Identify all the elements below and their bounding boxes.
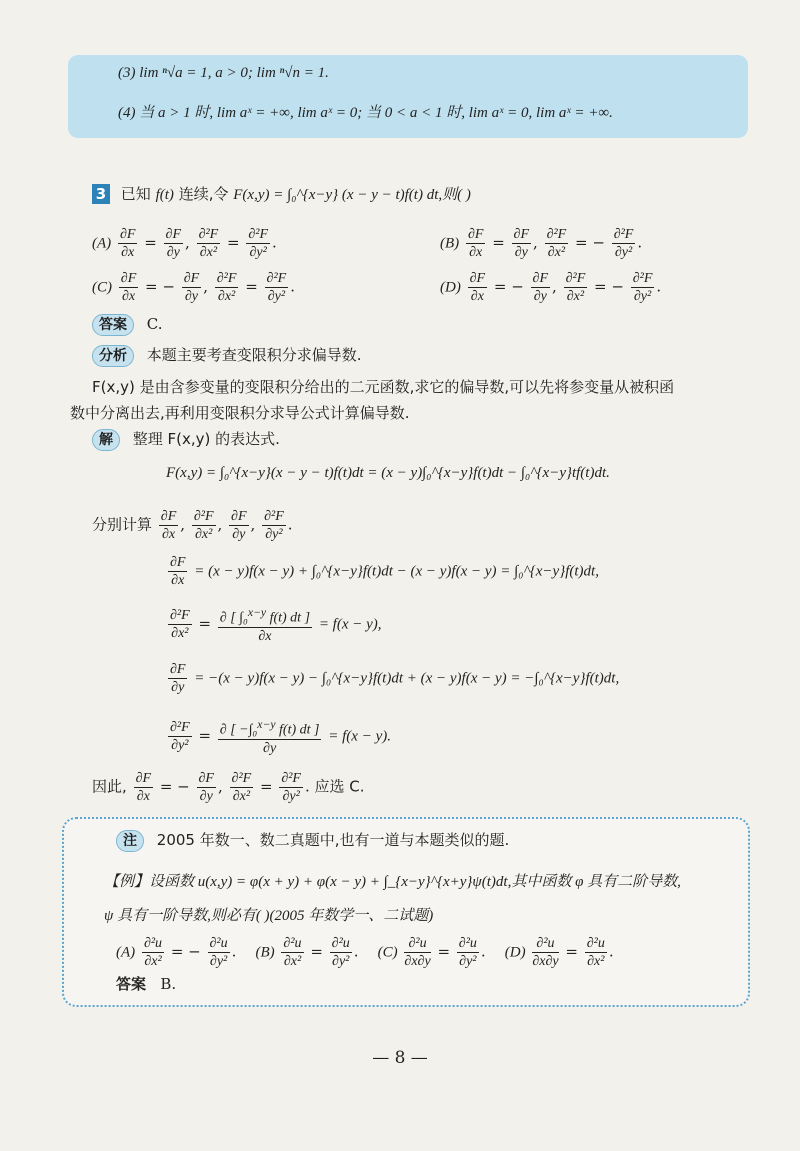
solution-eq5-row: $\frac{\text{∂²F}}{\text{∂y²}}$ = $\frac{\partial [ -\int_0^{x-y} f(t) dt ]}{\partial y}$ = f(x − y). — [170, 718, 391, 756]
analysis-tag: 分析 — [92, 345, 134, 367]
note-opt-a: (A) — [116, 944, 136, 961]
limit-item-3: (3) lim ⁿ√a = 1, a > 0; lim ⁿ√n = 1. — [118, 65, 329, 81]
analysis-line1: 本题主要考查变限积分求偏导数. — [146, 346, 362, 364]
solution-line2: 分别计算 — [92, 515, 153, 534]
conclusion-row: 因此, $\frac{\partial F}{\partial x}$ = − $\frac{\partial F}{\partial y}$ , $\frac{\text{∂²F}}{\text{∂x²}}$ = $\frac{\text{∂²F}}{\text{∂y²}}$ . 应选 C. — [92, 771, 365, 804]
note-answer-value: B. — [160, 975, 177, 993]
page-number: — 8 — — [372, 1048, 428, 1068]
note-opt-d: (D) — [504, 944, 526, 961]
note-line1: 2005 年数一、数二真题中,也有一道与本题类似的题. — [156, 831, 510, 849]
note-row — [116, 829, 509, 852]
option-b: (B) $\frac{\partial F}{\partial x}$ = $\frac{\partial F}{\partial y}$ , $\frac{\text{∂²F}}{\text{∂x²}}$ = − $\frac{\text{∂²F}}{\text{∂y²}}$ . — [440, 227, 643, 260]
solution-eq1: F(x,y) = ∫₀^{x−y}(x − y − t)f(t)dt = (x − y)∫₀^{x−y}f(t)dt − ∫₀^{x−y}tf(t)dt. — [166, 465, 610, 481]
note-answer — [116, 973, 176, 995]
solution-row — [92, 428, 280, 451]
analysis-row — [92, 344, 362, 367]
limits-summary-box — [68, 55, 748, 138]
note-opt-b: (B) — [255, 944, 275, 961]
analysis-line3: 数中分离出去,再利用变限积分求导公式计算偏导数. — [70, 404, 410, 422]
stem-text-a: 已知 — [120, 185, 151, 203]
answer-value: C. — [146, 315, 163, 333]
solution-eq4-row: $\frac{\partial F}{\partial y}$ = −(x − y)f(x − y) − ∫₀^{x−y}f(t)dt + (x − y)f(x − y) = −∫₀^{x−y}f(t)dt, — [170, 662, 620, 695]
answer-tag: 答案 — [92, 314, 134, 336]
solution-eq3-row: $\frac{\text{∂²F}}{\text{∂x²}}$ = $\frac{\partial [ \int_0^{x-y} f(t) dt ]}{\partial x}$ = f(x − y), — [170, 606, 382, 644]
question-number: 3 — [92, 184, 110, 204]
solution-line1: 整理 F(x,y) 的表达式. — [132, 430, 280, 448]
option-a: (A) $\frac{\partial F}{\partial x}$ = $\frac{\partial F}{\partial y}$ , $\frac{\text{∂²F}}{\text{∂x²}}$ = $\frac{\text{∂²F}}{\text{∂y²}}$ . — [92, 227, 277, 260]
solution-tag: 解 — [92, 429, 120, 451]
option-d-label: (D) — [440, 279, 461, 296]
note-box — [62, 817, 750, 1007]
note-answer-label: 答案 — [116, 975, 147, 993]
note-opt-c: (C) — [377, 944, 398, 961]
solution-eq5: = f(x − y). — [328, 728, 391, 745]
stem-text-b: f(t) — [155, 187, 174, 203]
solution-eq2: = (x − y)f(x − y) + ∫₀^{x−y}f(t)dt − (x − y)f(x − y) = ∫₀^{x−y}f(t)dt, — [194, 563, 599, 580]
analysis-line2: F(x,y) 是由含参变量的变限积分给出的二元函数,求它的偏导数,可以先将参变量从被积函 — [92, 378, 675, 396]
solution-eq4: = −(x − y)f(x − y) − ∫₀^{x−y}f(t)dt + (x − y)f(x − y) = −∫₀^{x−y}f(t)dt, — [194, 670, 620, 687]
solution-eq3: = f(x − y), — [318, 616, 382, 633]
option-a-label: (A) — [92, 235, 112, 252]
conclusion-b: 应选 C. — [314, 777, 365, 796]
option-b-label: (B) — [440, 235, 460, 252]
note-options: (A) $\frac{\text{∂²u}}{\text{∂x²}}$ = − $\frac{\text{∂²u}}{\text{∂y²}}$ . (B) $\frac{\text{∂²u}}{\text{∂x²}}$ = $\frac{\text{∂²u}}{\text{∂y²}}$ . (C) $\frac{\text{∂²u}}{\partial x\partial y}$ = $\frac{\text{∂²u}}{\text{∂y²}}$ . (D) $\frac{\text{∂²u}}{\partial x\partial y}$ = $\frac{\text{∂²u}}{\text{∂x²}}$ . — [116, 936, 614, 969]
option-c-label: (C) — [92, 279, 112, 296]
note-tag: 注 — [116, 830, 144, 852]
conclusion-a: 因此, — [92, 777, 127, 796]
stem-text-c: 连续,令 — [178, 185, 229, 203]
stem-text-d: F(x,y) = ∫₀^{x−y} (x − y − t)f(t) dt,则( ) — [233, 187, 471, 203]
question-stem — [92, 183, 471, 206]
option-d: (D) $\frac{\partial F}{\partial x}$ = − $\frac{\partial F}{\partial y}$ , $\frac{\text{∂²F}}{\text{∂x²}}$ = − $\frac{\text{∂²F}}{\text{∂y²}}$ . — [440, 271, 662, 304]
solution-line2-row: 分别计算 $\frac{\partial F}{\partial x}$ , $\frac{\text{∂²F}}{\text{∂x²}}$ , $\frac{\partial F}{\partial y}$ , $\frac{\text{∂²F}}{\text{∂y²}}$ . — [92, 509, 293, 542]
answer-row — [92, 313, 163, 336]
solution-eq2-row: $\frac{\partial F}{\partial x}$ = (x − y)f(x − y) + ∫₀^{x−y}f(t)dt − (x − y)f(x − y) = ∫₀^{x−y}f(t)dt, — [170, 555, 599, 588]
limit-item-4: (4) 当 a > 1 时, lim aˣ = +∞, lim aˣ = 0; 当 0 < a < 1 时, lim aˣ = 0, lim aˣ = +∞. — [118, 105, 613, 121]
option-c: (C) $\frac{\partial F}{\partial x}$ = − $\frac{\partial F}{\partial y}$ , $\frac{\text{∂²F}}{\text{∂x²}}$ = $\frac{\text{∂²F}}{\text{∂y²}}$ . — [92, 271, 295, 304]
note-example2: ψ 具有一阶导数,则必有( )(2005 年数学一、二试题) — [104, 908, 434, 924]
note-example: 【例】设函数 u(x,y) = φ(x + y) + φ(x − y) + ∫_{x−y}^{x+y}ψ(t)dt,其中函数 φ 具有二阶导数, — [104, 874, 681, 890]
